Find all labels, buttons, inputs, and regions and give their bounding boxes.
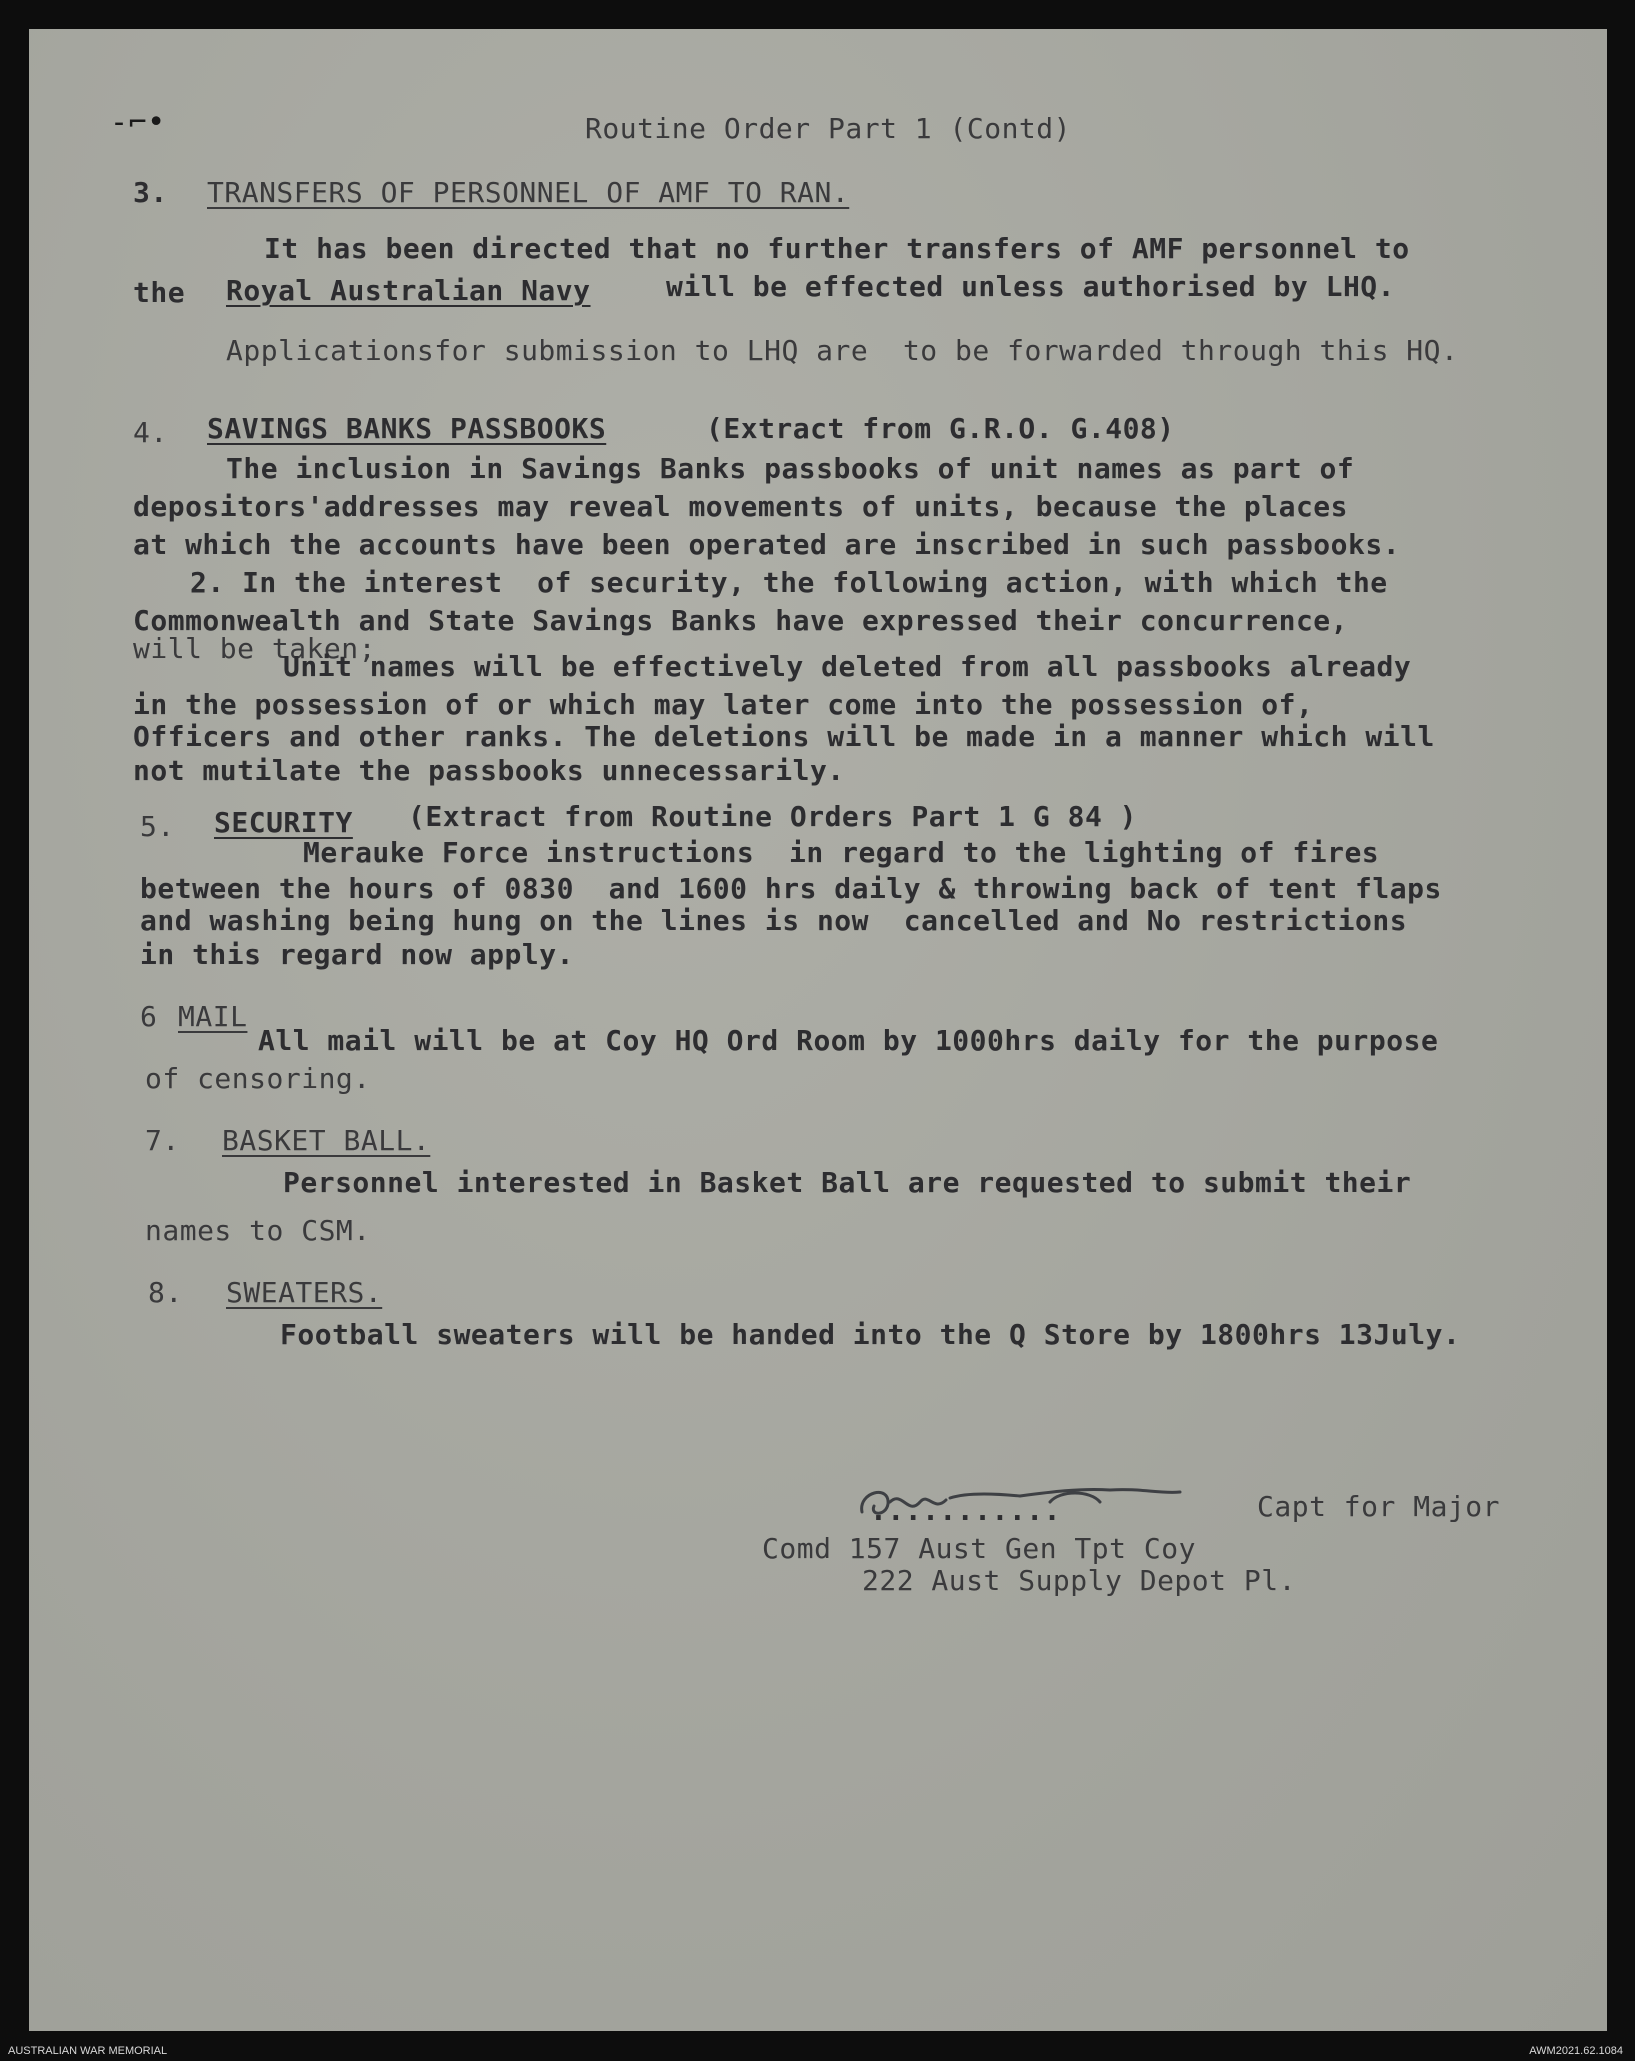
section-4-extract: (Extract from G.R.O. G.408)	[706, 412, 1175, 445]
section-4-line-8: in the possession of or which may later come into the possession of,	[133, 688, 1314, 721]
section-3-line-2c: will be effected unless authorised by LHQ.	[666, 270, 1396, 303]
section-4-line-4: 2. In the interest of security, the following action, with which the	[190, 566, 1388, 599]
section-5-line-2: between the hours of 0830 and 1600 hrs daily & throwing back of tent flaps	[140, 872, 1442, 905]
section-6-line-2: of censoring.	[145, 1062, 371, 1095]
document-heading: Routine Order Part 1 (Contd)	[585, 112, 1072, 145]
signature-dots: ...........	[870, 1494, 1061, 1527]
section-4-line-5: Commonwealth and State Savings Banks have expressed their concurrence,	[133, 604, 1349, 637]
signoff-line-3: 222 Aust Supply Depot Pl.	[862, 1564, 1296, 1597]
section-5-line-1: Merauke Force instructions in regard to the lighting of fires	[303, 836, 1380, 869]
section-3-line-2a: the	[133, 276, 186, 309]
footer-source: AUSTRALIAN WAR MEMORIAL	[8, 2045, 168, 2057]
section-7-title: BASKET BALL.	[222, 1124, 431, 1157]
section-4-line-7: Unit names will be effectively deleted from all passbooks already	[283, 650, 1412, 683]
section-5-title: SECURITY	[214, 806, 353, 839]
section-4-line-10: not mutilate the passbooks unnecessarily.	[133, 754, 845, 787]
section-6-number: 6	[140, 1000, 158, 1033]
section-8-number: 8.	[148, 1276, 183, 1309]
section-7-line-1: Personnel interested in Basket Ball are requested to submit their	[283, 1166, 1412, 1199]
section-3-line-1: It has been directed that no further transfers of AMF personnel to	[264, 232, 1410, 265]
section-4-title: SAVINGS BANKS PASSBOOKS	[207, 412, 607, 445]
section-4-line-2: depositors'addresses may reveal movements of units, because the places	[133, 490, 1349, 523]
section-6-line-1: All mail will be at Coy HQ Ord Room by 1000hrs daily for the purpose	[258, 1024, 1439, 1057]
section-3-navy: Royal Australian Navy	[226, 274, 591, 307]
section-8-line-1: Football sweaters will be handed into the Q Store by 1800hrs 13July.	[280, 1318, 1461, 1351]
section-4-number: 4.	[133, 416, 168, 449]
section-4-line-6: will be taken;	[133, 632, 377, 665]
section-5-number: 5.	[140, 810, 175, 843]
section-3-number: 3.	[133, 176, 168, 209]
section-3-title: TRANSFERS OF PERSONNEL OF AMF TO RAN.	[207, 176, 850, 209]
section-4-line-3: at which the accounts have been operated are inscribed in such passbooks.	[133, 528, 1401, 561]
section-5-line-4: in this regard now apply.	[140, 938, 574, 971]
signoff-line-1: Capt for Major	[1257, 1490, 1501, 1523]
section-6-title: MAIL	[178, 1000, 248, 1033]
section-8-title: SWEATERS.	[226, 1276, 383, 1309]
footer-accession-number: AWM2021.62.1084	[1529, 2045, 1623, 2057]
section-5-extract: (Extract from Routine Orders Part 1 G 84 )	[408, 800, 1138, 833]
section-7-line-2: names to CSM.	[145, 1214, 371, 1247]
section-5-line-3: and washing being hung on the lines is now cancelled and No restrictions	[140, 904, 1408, 937]
section-7-number: 7.	[145, 1124, 180, 1157]
section-4-line-9: Officers and other ranks. The deletions will be made in a manner which will	[133, 720, 1435, 753]
handwritten-marks: -⌐•	[110, 105, 166, 140]
footer-bar	[0, 2031, 1635, 2061]
signoff-line-2: Comd 157 Aust Gen Tpt Coy	[762, 1532, 1196, 1565]
section-3-line-3: Applicationsfor submission to LHQ are to be forwarded through this HQ.	[226, 334, 1459, 367]
section-4-line-1: The inclusion in Savings Banks passbooks of unit names as part of	[226, 452, 1355, 485]
